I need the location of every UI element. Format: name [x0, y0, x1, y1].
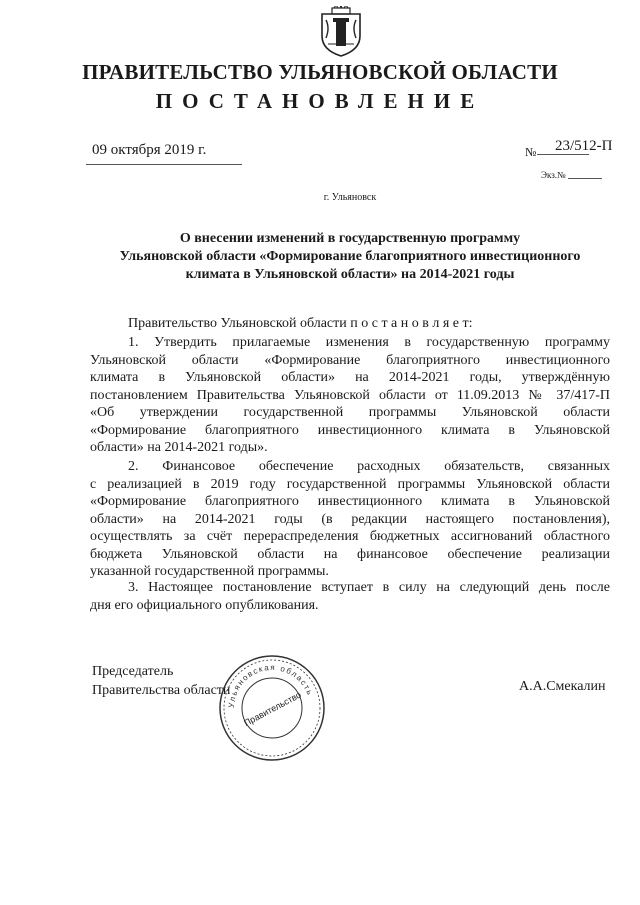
resolution-item-3	[90, 579, 610, 614]
seal-center-text: Правительство	[242, 689, 303, 729]
item-number: 1.	[128, 335, 139, 350]
resolution-item-2	[90, 458, 610, 581]
signatory-name: А.А.Смекалин	[519, 679, 606, 694]
city-label: г. Ульяновск	[323, 192, 377, 203]
item-line: осуществлять за счёт перераспределения бюджетных ассигнований областного	[90, 529, 610, 544]
item-line: климата в Ульяновской области» на 2014-2021 годы, утверждённую	[90, 370, 610, 385]
official-seal-stamp	[216, 652, 328, 764]
item-line: Утвердить прилагаемые изменения в государственную программу	[154, 335, 611, 350]
signatory-title	[92, 662, 230, 700]
item-line: «Об утверждении государственной программы Ульяновской области	[90, 405, 610, 420]
item-line: бюджета Ульяновской области на финансовое обеспечение реализации	[90, 546, 610, 562]
signatory-title-line: Правительства области	[92, 683, 231, 698]
item-line: постановлением Правительства Ульяновской области от 11.09.2013 № 37/417-П	[90, 387, 610, 403]
number-sign: №	[525, 145, 537, 159]
item-line: «Формирование благоприятного инвестиционного климата в Ульяновской	[90, 494, 610, 509]
item-line: «Формирование благоприятного инвестиционного климата в Ульяновской	[90, 422, 610, 438]
item-line: Финансовое обеспечение расходных обязательств, связанных	[162, 459, 610, 474]
subject-line: О внесении изменений в государственную программу	[179, 231, 521, 246]
resolution-intro: Правительство Ульяновской области п о с т а н о в л я е т:	[128, 316, 473, 331]
copy-number-underline	[568, 178, 602, 179]
document-subject	[90, 230, 610, 284]
item-number: 2.	[128, 459, 139, 474]
item-number: 3.	[128, 580, 139, 595]
item-line: области» на 2014-2021 годы».	[90, 440, 268, 455]
date-underline	[86, 164, 242, 165]
copy-number-label: Экз.№	[541, 170, 566, 180]
document-type: ПОСТАНОВЛЕНИЕ	[155, 89, 485, 113]
subject-line: Ульяновской области «Формирование благоприятного инвестиционного	[119, 249, 581, 264]
subject-line: климата в Ульяновской области» на 2014-2021 годы	[185, 267, 515, 282]
item-line: Настоящее постановление вступает в силу на следующий день после	[148, 580, 610, 595]
resolution-item-1	[90, 334, 610, 457]
item-line: с реализацией в 2019 году государственной программы Ульяновской области	[90, 476, 610, 492]
government-title: ПРАВИТЕЛЬСТВО УЛЬЯНОВСКОЙ ОБЛАСТИ	[82, 60, 558, 84]
coat-of-arms-icon	[318, 6, 364, 58]
item-line: указанной государственной программы.	[90, 564, 329, 579]
item-line: Ульяновской области «Формирование благоприятного инвестиционного	[90, 352, 610, 368]
item-line: дня его официального опубликования.	[90, 597, 319, 613]
document-number: 23/512-П	[555, 138, 613, 154]
item-line: области» на 2014-2021 годы (в редакции настоящего постановления),	[90, 511, 610, 527]
document-date: 09 октября 2019 г.	[92, 142, 207, 158]
seal-ring-text: Ульяновская область	[226, 662, 315, 709]
signatory-title-line: Председатель	[92, 664, 174, 679]
